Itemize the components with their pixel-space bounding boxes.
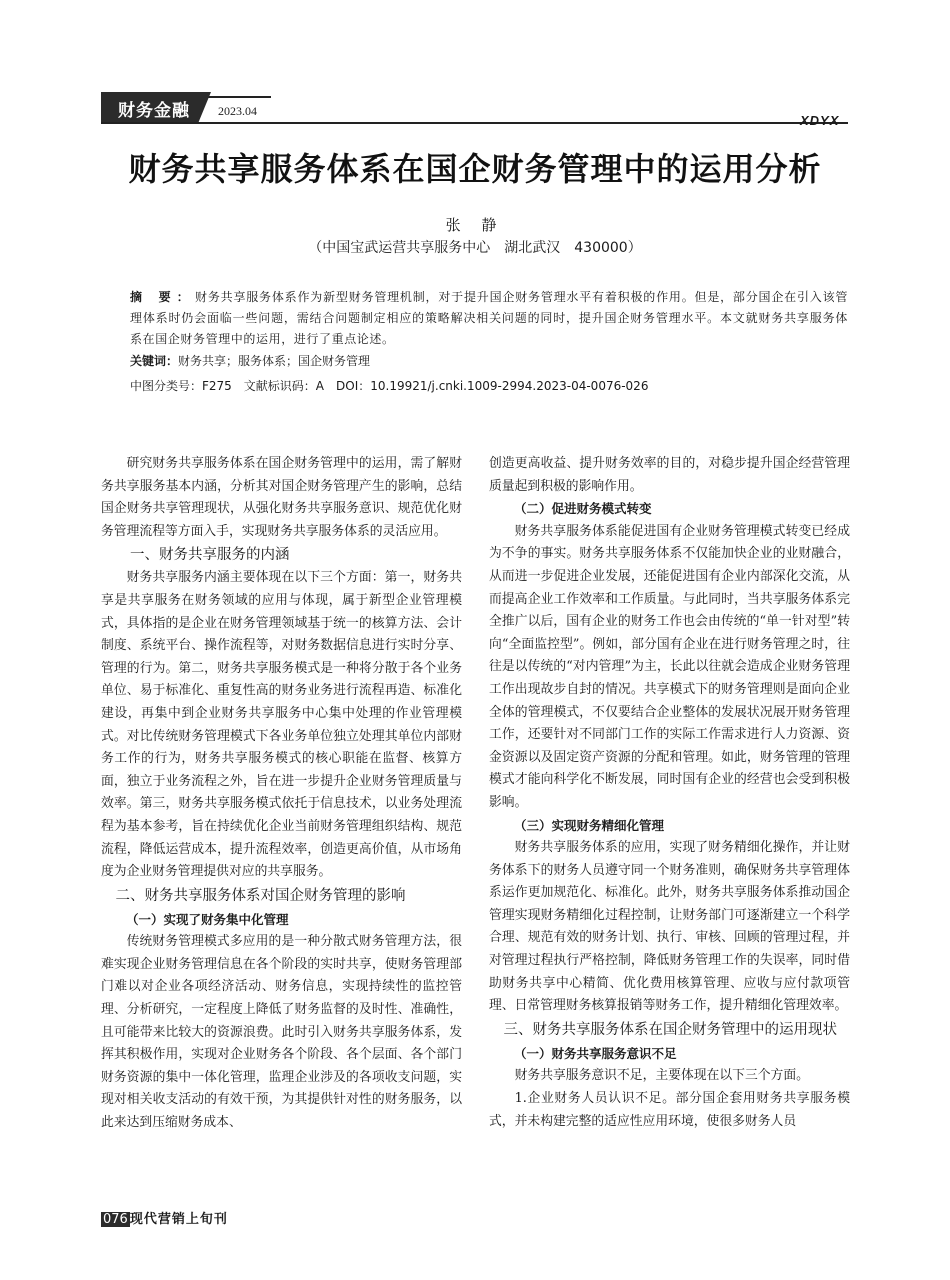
issue-date: 2023.04 bbox=[218, 104, 257, 118]
section-heading-3: 三、财务共享服务体系在国企财务管理中的运用现状 bbox=[503, 1021, 837, 1038]
body-column-right bbox=[489, 453, 850, 1133]
subsection-heading: （二）促进财务模式转变 bbox=[514, 501, 652, 517]
author-name: 张 静 bbox=[445, 216, 505, 234]
subsection-heading: （三）实现财务精细化管理 bbox=[514, 817, 665, 833]
subsection-heading: （一）财务共享服务意识不足 bbox=[514, 1045, 677, 1061]
classification-line: 中图分类号：F275 文献标识码：A DOI：10.19921/j.cnki.1009-2994.2023-04-0076-026 bbox=[130, 379, 649, 393]
paragraph: 财务共享服务体系能促进国有企业财务管理模式转变已经成为不争的事实。财务共享服务体系不仅能加快企业的业财融合，从而进一步促进企业发展，还能促进国有企业内部深化交流，从而提高企业工作效率和工作质量。与此同时，当共享服务体系完全推广以后，国有企业的财务工作也会由传统的“单一针对型”转向“全面监控型”。例如，部分国有企业在进行财务管理之时，往往是以传统的“对内管理”为主，长此以往就会造成企业财务管理工作出现故步自封的情况。共享模式下的财务管理则是面向企业全体的管理模式，不仅要结合企业整体的发展状况展开财务管理工作，还要针对不同部门工作的实际工作需求进行人力资源、资金资源以及固定资产资源的分配和管理。如此，财务管理的管理模式才能向科学化不断发展，同时国有企业的经营也会受到积极影响。 bbox=[489, 523, 850, 810]
article-title: 财务共享服务体系在国企财务管理中的运用分析 bbox=[128, 150, 822, 188]
keywords bbox=[130, 352, 370, 369]
journal-name: 现代营销上旬刊 bbox=[129, 1212, 228, 1227]
keywords-label: 关键词： bbox=[130, 354, 179, 368]
paragraph: 1.企业财务人员认识不足。部分国企套用财务共享服务模式，并未构建完整的适应性应用环境，使很多财务人员 bbox=[489, 1091, 850, 1129]
paragraph: 财务共享服务意识不足，主要体现在以下三个方面。 bbox=[514, 1068, 809, 1084]
header-rule-short bbox=[205, 96, 271, 98]
journal-code: XDYX bbox=[800, 113, 840, 128]
paragraph: 财务共享服务内涵主要体现在以下三个方面：第一，财务共享是共享服务在财务领域的应用与体现，属于新型企业管理模式，具体指的是企业在财务管理领域基于统一的核算方法、会计制度、系统平台、操作流程等，对财务数据信息进行实时分享、管理的行为。第二，财务共享服务模式是一种将分散于各个业务单位、易于标准化、重复性高的财务业务进行流程再造、标准化建设，再集中到企业财务共享服务中心集中处理的作业管理模式。对比传统财务管理模式下各业务单位独立处理其单位内部财务工作的行为，财务共享服务模式的核心职能在监督、核算方面，独立于业务流程之外，旨在进一步提升企业财务管理质量与效率。第三，财务共享服务模式依托于信息技术，以业务处理流程为基本参考，旨在持续优化企业当前财务管理组织结构、规范流程，降低运营成本，提升流程效率，创造更高价值，从市场角度为企业财务管理提供对应的共享服务。 bbox=[101, 570, 462, 880]
section-heading-2: 二、财务共享服务体系对国企财务管理的影响 bbox=[115, 887, 406, 904]
page-footer bbox=[101, 1208, 228, 1227]
abstract bbox=[130, 287, 848, 350]
paragraph: 财务共享服务体系的应用，实现了财务精细化操作，并让财务体系下的财务人员遵守同一个财务准则，确保财务共享管理体系运作更加规范化、标准化。此外，财务共享服务体系推动国企管理实现财务精细化过程控制，让财务部门可逐渐建立一个科学合理、规范有效的财务计划、执行、审核、回顾的管理过程，并对管理过程执行严格控制，降低财务管理工作的失误率，同时借助财务共享中心精简、优化费用核算管理、应收与应付款项管理、日常管理财务核算报销等财务工作，提升精细化管理效率。 bbox=[489, 840, 850, 1014]
abstract-label: 摘 要： bbox=[130, 290, 196, 304]
page-number: 076 bbox=[103, 1212, 128, 1227]
section-tag: 财务金融 bbox=[118, 101, 190, 121]
paragraph: 传统财务管理模式多应用的是一种分散式财务管理方法，很难实现企业财务管理信息在各个阶段的实时共享，使财务管理部门难以对企业各项经济活动、财务信息，实现持续性的监控管理、分析研究，一定程度上降低了财务监督的及时性、准确性，且可能带来比较大的资源浪费。此时引入财务共享服务体系，发挥其积极作用，实现对企业财务各个阶段、各个层面、各个部门财务资源的集中一体化管理，监理企业涉及的各项收支问题，实现对相关收支活动的有效干预，为其提供针对性的财务服务，以此来达到压缩财务成本、 bbox=[101, 934, 462, 1131]
body-column-left bbox=[101, 453, 462, 1135]
author-affiliation: （中国宝武运营共享服务中心 湖北武汉 430000） bbox=[308, 240, 642, 256]
paragraph-continued: 创造更高收益、提升财务效率的目的，对稳步提升国企经营管理质量起到积极的影响作用。 bbox=[489, 456, 850, 494]
keywords-text: 财务共享；服务体系；国企财务管理 bbox=[178, 354, 371, 368]
abstract-text: 财务共享服务体系作为新型财务管理机制，对于提升国企财务管理水平有着积极的作用。但是，部分国企在引入该管理体系时仍会面临一些问题，需结合问题制定相应的策略解决相关问题的同时，提升国企财务管理水平。本文就财务共享服务体系在国企财务管理中的运用，进行了重点论述。 bbox=[130, 290, 848, 346]
subsection-heading: （一）实现了财务集中化管理 bbox=[126, 911, 289, 927]
intro-paragraph: 研究财务共享服务体系在国企财务管理中的运用，需了解财务共享服务基本内涵，分析其对国企财务管理产生的影响，总结国企财务共享管理现状，从强化财务共享服务意识、规范优化财务管理流程等方面入手，实现财务共享服务体系的灵活应用。 bbox=[101, 456, 462, 539]
section-heading-1: 一、财务共享服务的内涵 bbox=[130, 547, 290, 564]
header-rule bbox=[101, 122, 848, 124]
